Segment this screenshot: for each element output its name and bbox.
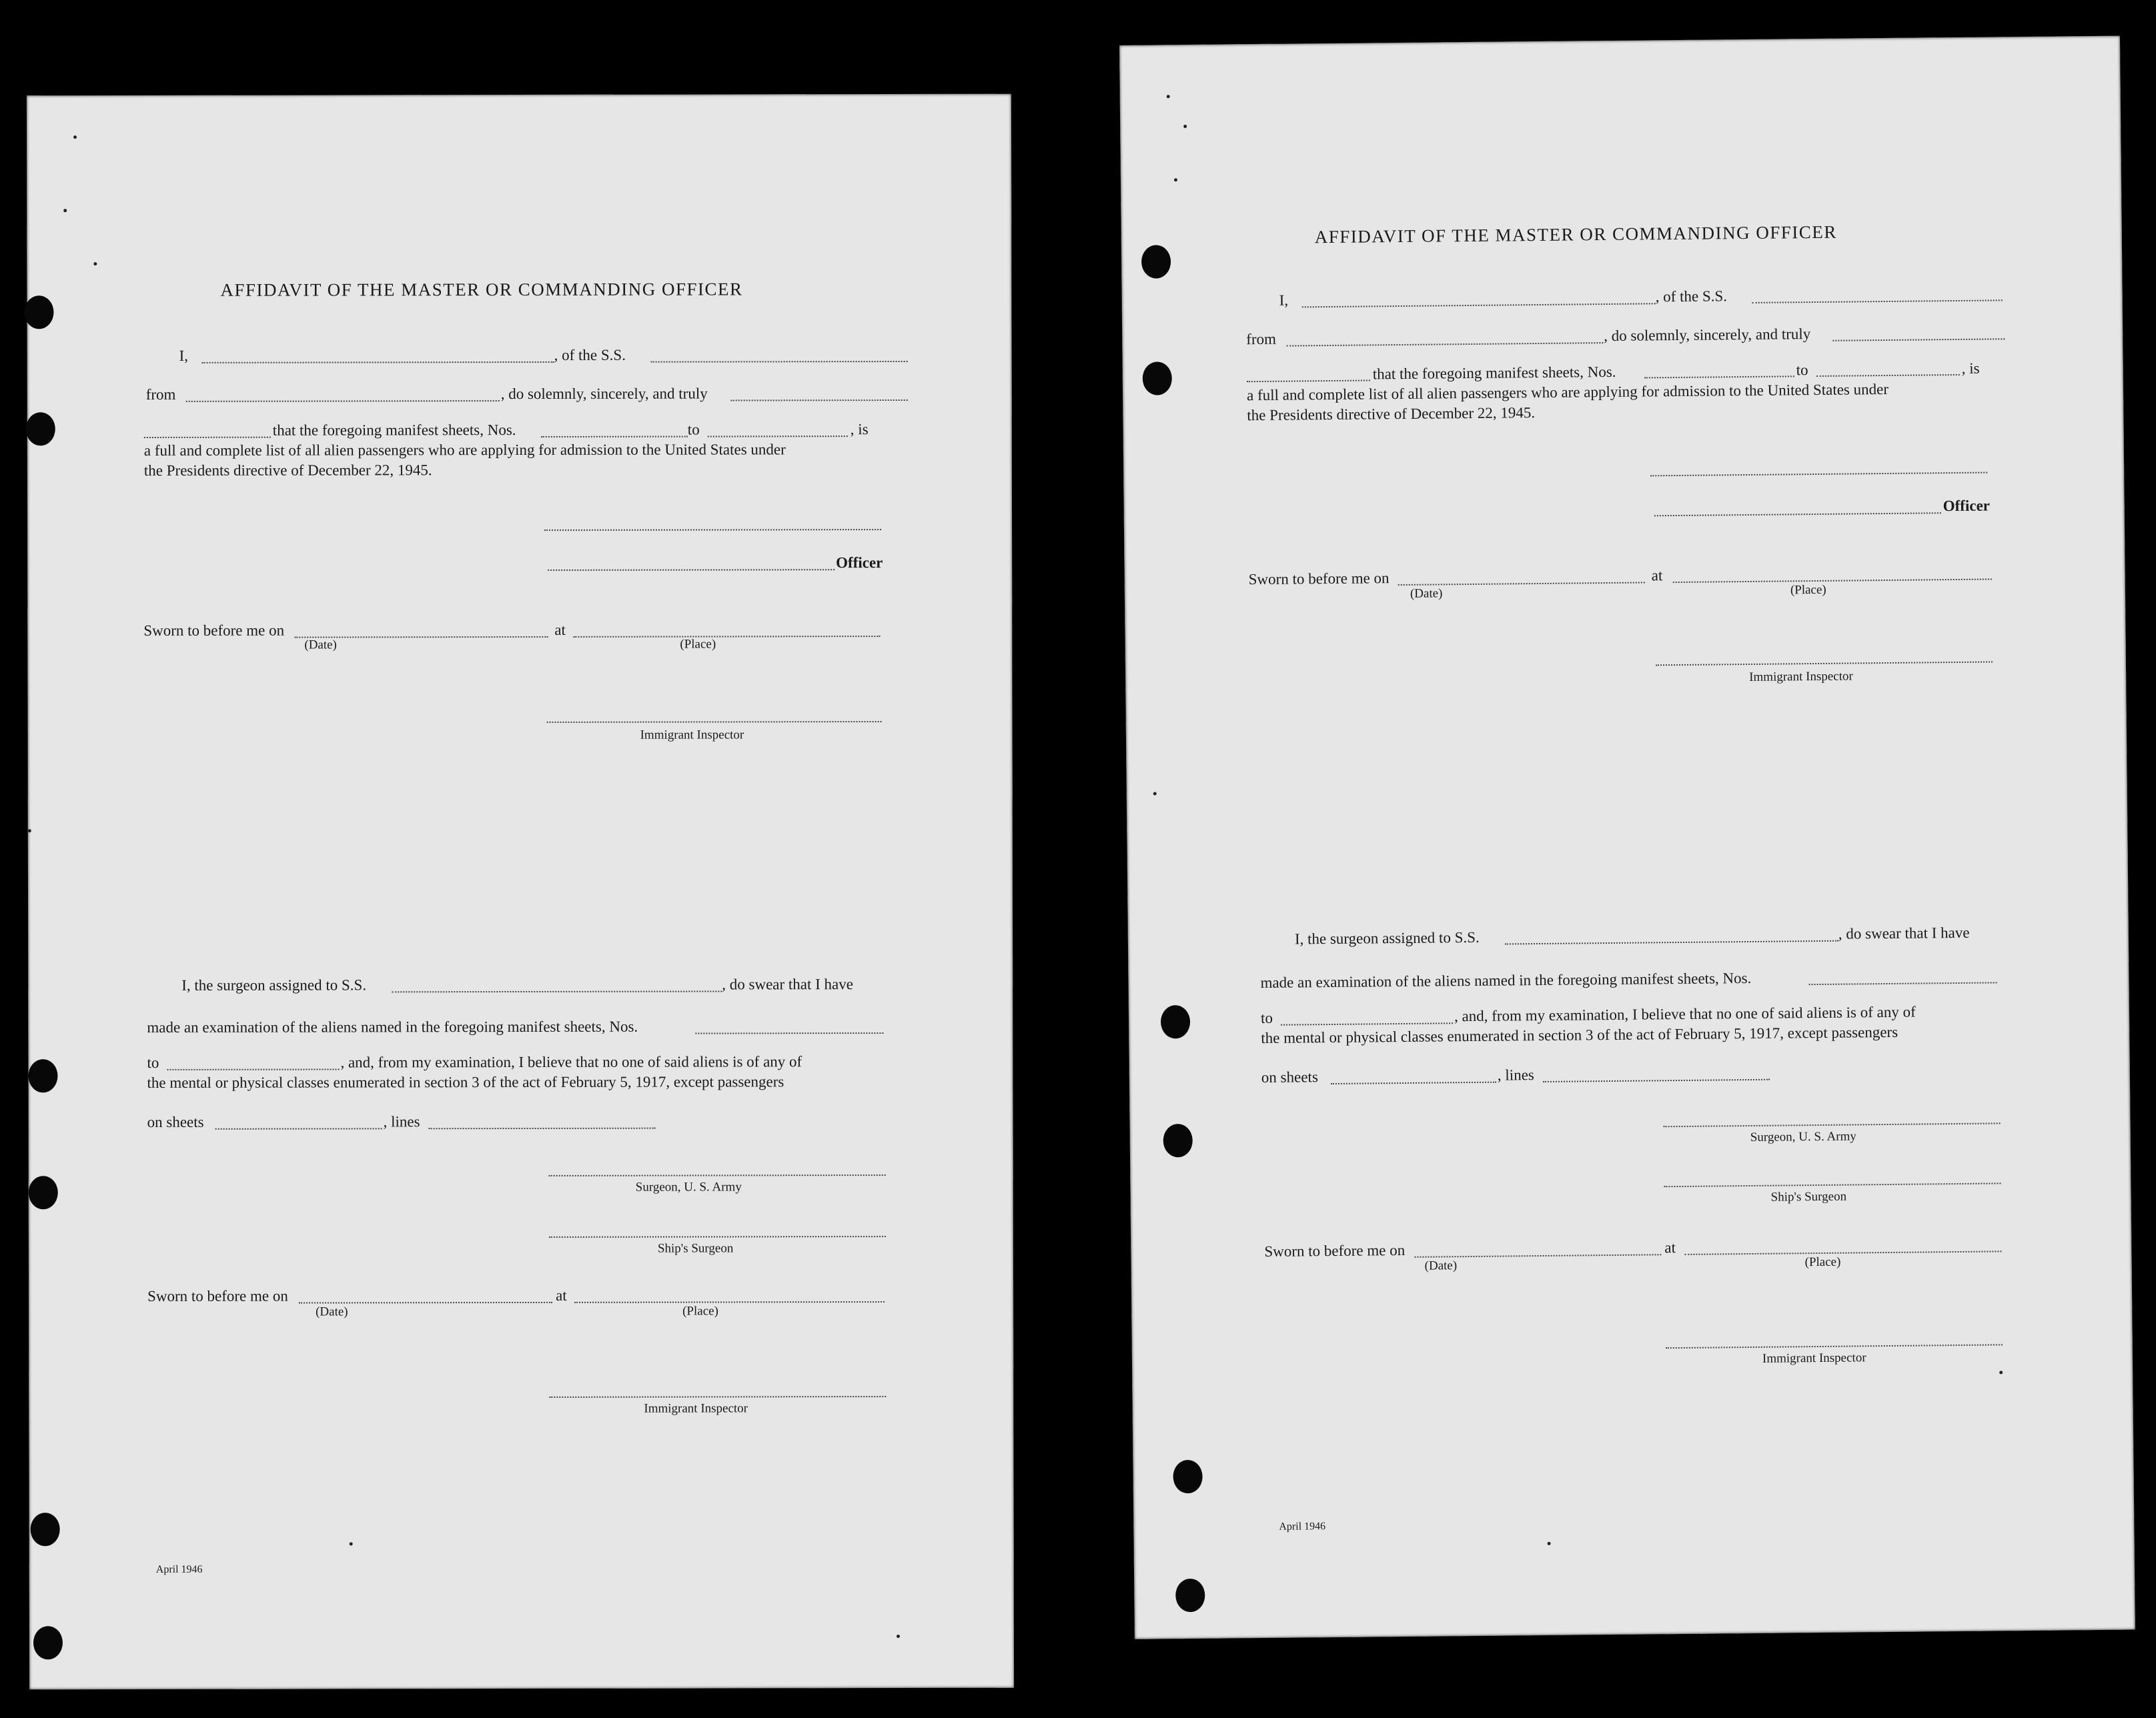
- surgeon-sworn-date-field[interactable]: [1414, 1254, 1661, 1258]
- surgeon-place-caption: (Place): [682, 1304, 718, 1319]
- form-title: AFFIDAVIT OF THE MASTER OR COMMANDING OFFICER: [220, 279, 743, 300]
- footer-date: April 1946: [1279, 1521, 1326, 1533]
- paper-speck: [1174, 178, 1177, 181]
- officer-signature-field[interactable]: [548, 569, 835, 571]
- ship-name-field[interactable]: [651, 361, 908, 363]
- surgeon-place-caption: (Place): [1804, 1254, 1841, 1270]
- oath-field[interactable]: [1247, 379, 1370, 382]
- inspector-caption: Immigrant Inspector: [1749, 669, 1853, 684]
- paper-speck: [897, 1635, 900, 1638]
- ships-surgeon-signature-field[interactable]: [1664, 1182, 2001, 1187]
- lines-label: , lines: [1497, 1066, 1534, 1084]
- surgeon-inspector-caption: Immigrant Inspector: [644, 1401, 748, 1416]
- paper-speck: [63, 209, 67, 212]
- full-list-text: a full and complete list of all alien passengers who are applying for admission to the United States under: [143, 441, 786, 459]
- master-name-field[interactable]: [1302, 303, 1656, 307]
- on-sheets-label: on sheets: [1261, 1068, 1318, 1086]
- surgeon-at-label: at: [556, 1286, 567, 1304]
- oath-field[interactable]: [144, 437, 271, 438]
- lines-label: , lines: [383, 1113, 420, 1130]
- inspector-signature-field[interactable]: [547, 721, 882, 723]
- surgeon-to-label: to: [147, 1054, 159, 1071]
- ship-name-field[interactable]: [1752, 299, 2003, 303]
- paper-speck: [1548, 1542, 1551, 1545]
- i-label: I,: [179, 347, 189, 364]
- sheets-from-field[interactable]: [541, 436, 688, 438]
- surgeon-date-caption: (Date): [1424, 1258, 1458, 1273]
- swear-field[interactable]: [1832, 338, 2005, 341]
- army-surgeon-caption: Surgeon, U. S. Army: [1750, 1129, 1856, 1144]
- master-signature-field[interactable]: [1650, 472, 1987, 477]
- surgeon-inspector-signature-field[interactable]: [1666, 1344, 2003, 1349]
- punch-hole: [1175, 1579, 1205, 1612]
- surgeon-line1: I, the surgeon assigned to S.S.: [1294, 928, 1480, 948]
- full-list-text: a full and complete list of all alien passengers who are applying for admission to the United States under: [1246, 380, 1889, 404]
- inspector-caption: Immigrant Inspector: [640, 728, 744, 742]
- solemnly-label: , do solemnly, sincerely, and truly: [1604, 325, 1811, 345]
- surgeon-sworn-label: Sworn to before me on: [1264, 1241, 1406, 1260]
- is-label: , is: [1961, 359, 1980, 377]
- ships-surgeon-signature-field[interactable]: [549, 1236, 886, 1238]
- sheets-from-field[interactable]: [1644, 375, 1794, 378]
- directive-text: the Presidents directive of December 22, 1945.: [1247, 404, 1536, 424]
- date-caption: (Date): [304, 638, 337, 652]
- from-label: from: [145, 385, 176, 403]
- at-label: at: [554, 621, 566, 638]
- on-sheets-field[interactable]: [1331, 1082, 1496, 1084]
- army-surgeon-signature-field[interactable]: [1664, 1122, 2001, 1127]
- footer-date: April 1946: [155, 1563, 203, 1575]
- is-label: , is: [850, 421, 869, 438]
- at-label: at: [1651, 567, 1663, 584]
- punch-hole: [1161, 1005, 1190, 1038]
- surgeon-line1-end: , do swear that I have: [1838, 924, 1970, 942]
- officer-label: Officer: [1943, 497, 1991, 515]
- surgeon-line1-end: , do swear that I have: [722, 976, 853, 993]
- on-sheets-field[interactable]: [215, 1128, 382, 1129]
- place-caption: (Place): [1790, 582, 1826, 598]
- paper-speck: [350, 1542, 353, 1545]
- surgeon-to-field[interactable]: [1281, 1022, 1453, 1025]
- paper-speck: [1999, 1371, 2003, 1374]
- surgeon-date-caption: (Date): [316, 1305, 348, 1319]
- surgeon-sheets-field[interactable]: [1809, 982, 1997, 985]
- surgeon-line3-end: , and, from my examination, I believe that no one of said aliens is of any of: [1454, 1003, 1916, 1025]
- to-label: to: [687, 421, 700, 438]
- paper-speck: [28, 829, 31, 832]
- from-field[interactable]: [186, 400, 500, 402]
- left-form-sheet: [27, 94, 1014, 1690]
- surgeon-to-field[interactable]: [167, 1068, 339, 1070]
- punch-hole: [31, 1513, 60, 1546]
- punch-hole: [28, 1059, 57, 1092]
- inspector-signature-field[interactable]: [1656, 661, 1993, 666]
- surgeon-ship-field[interactable]: [392, 990, 722, 992]
- foregoing-label: that the foregoing manifest sheets, Nos.: [272, 421, 516, 439]
- surgeon-sworn-place-field[interactable]: [574, 1301, 885, 1303]
- army-surgeon-signature-field[interactable]: [549, 1174, 886, 1176]
- surgeon-line2: made an examination of the aliens named in the foregoing manifest sheets, Nos.: [147, 1018, 638, 1036]
- swear-field[interactable]: [731, 399, 908, 401]
- foregoing-label: that the foregoing manifest sheets, Nos.: [1372, 363, 1616, 383]
- punch-hole: [1143, 361, 1172, 395]
- master-name-field[interactable]: [202, 361, 554, 363]
- right-form-sheet: [1119, 36, 2135, 1639]
- surgeon-inspector-signature-field[interactable]: [549, 1396, 886, 1398]
- surgeon-to-label: to: [1260, 1009, 1273, 1027]
- punch-hole: [1173, 1460, 1202, 1493]
- surgeon-line4: the mental or physical classes enumerated in section 3 of the act of February 5, 1917, except passengers: [1261, 1023, 1899, 1047]
- surgeon-inspector-caption: Immigrant Inspector: [1762, 1351, 1866, 1366]
- directive-text: the Presidents directive of December 22, 1945.: [143, 462, 432, 479]
- officer-signature-field[interactable]: [1654, 512, 1941, 516]
- form-title: AFFIDAVIT OF THE MASTER OR COMMANDING OFFICER: [1314, 221, 1837, 247]
- paper-speck: [1167, 95, 1170, 98]
- from-label: from: [1246, 330, 1277, 348]
- surgeon-sworn-place-field[interactable]: [1684, 1250, 2001, 1255]
- ships-surgeon-caption: Ship's Surgeon: [657, 1241, 734, 1256]
- place-caption: (Place): [680, 637, 716, 652]
- on-sheets-label: on sheets: [147, 1113, 204, 1130]
- sheets-to-field[interactable]: [708, 436, 848, 437]
- surgeon-at-label: at: [1664, 1239, 1676, 1256]
- punch-hole: [1163, 1124, 1193, 1157]
- sworn-label: Sworn to before me on: [1248, 570, 1390, 588]
- paper-speck: [1183, 125, 1187, 128]
- punch-hole: [33, 1626, 63, 1659]
- sworn-place-field[interactable]: [1673, 578, 1992, 583]
- punch-hole: [24, 295, 53, 329]
- lines-field[interactable]: [429, 1128, 656, 1130]
- officer-label: Officer: [836, 554, 883, 572]
- date-caption: (Date): [1410, 586, 1443, 601]
- army-surgeon-caption: Surgeon, U. S. Army: [635, 1180, 742, 1194]
- punch-hole: [29, 1176, 58, 1209]
- i-label: I,: [1279, 291, 1289, 309]
- surgeon-ship-field[interactable]: [1505, 940, 1838, 945]
- surgeon-sheets-field[interactable]: [695, 1032, 883, 1034]
- lines-field[interactable]: [1543, 1079, 1770, 1082]
- surgeon-line2: made an examination of the aliens named in the foregoing manifest sheets, Nos.: [1260, 969, 1752, 992]
- punch-hole: [26, 412, 55, 446]
- from-field[interactable]: [1286, 342, 1603, 347]
- sworn-place-field[interactable]: [573, 636, 880, 638]
- surgeon-sworn-date-field[interactable]: [299, 1302, 552, 1304]
- sheets-to-field[interactable]: [1816, 374, 1960, 377]
- of-ss-label: , of the S.S.: [1655, 287, 1728, 305]
- surgeon-line4: the mental or physical classes enumerated in section 3 of the act of February 5, 1917, except passengers: [147, 1073, 784, 1091]
- sworn-label: Sworn to before me on: [143, 622, 285, 639]
- to-label: to: [1796, 361, 1808, 379]
- punch-hole: [1141, 245, 1171, 278]
- paper-speck: [93, 262, 97, 265]
- ships-surgeon-caption: Ship's Surgeon: [1770, 1189, 1847, 1204]
- paper-speck: [1153, 792, 1157, 796]
- surgeon-sworn-label: Sworn to before me on: [147, 1287, 288, 1305]
- sworn-date-field[interactable]: [1398, 582, 1645, 586]
- surgeon-line3-end: , and, from my examination, I believe that no one of said aliens is of any of: [340, 1053, 802, 1071]
- of-ss-label: , of the S.S.: [554, 346, 626, 363]
- surgeon-line1: I, the surgeon assigned to S.S.: [181, 976, 367, 994]
- solemnly-label: , do solemnly, sincerely, and truly: [500, 385, 708, 403]
- master-signature-field[interactable]: [544, 529, 881, 531]
- paper-speck: [73, 135, 77, 139]
